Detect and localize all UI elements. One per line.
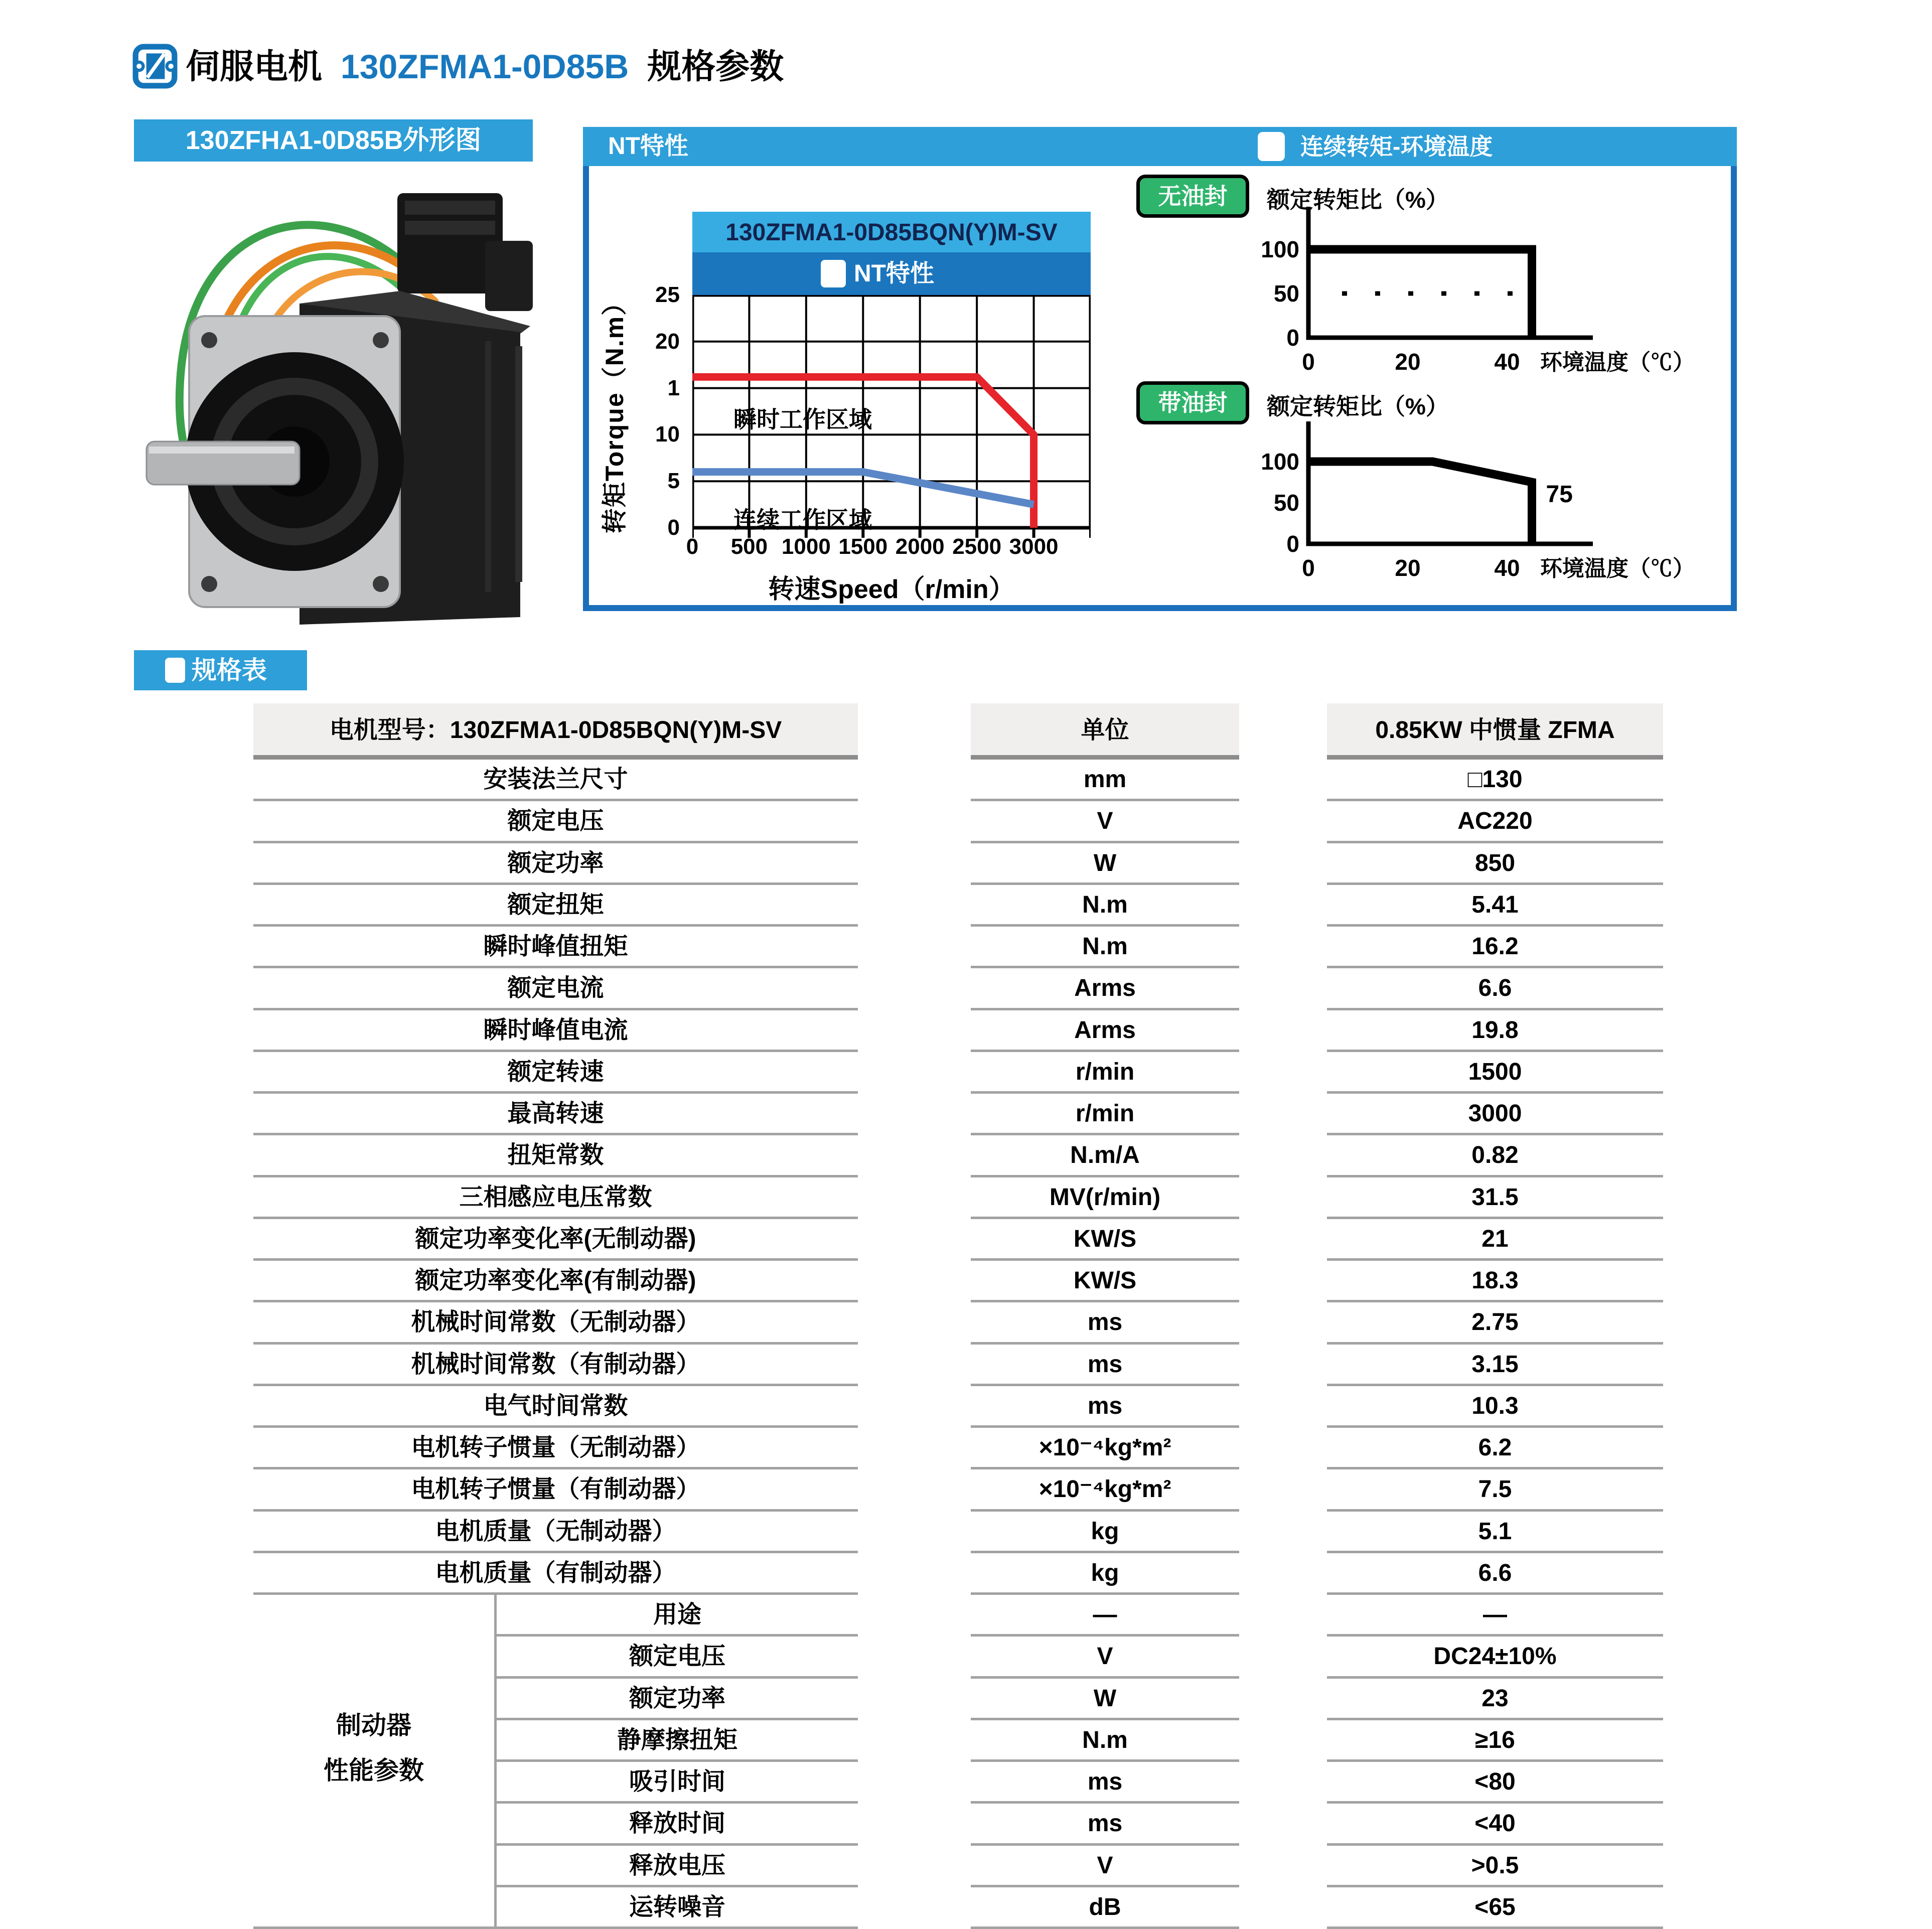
spec-row-value: 19.8 — [1327, 1010, 1663, 1052]
brake-row-unit: dB — [971, 1887, 1239, 1929]
brake-label-line2: 性能参数 — [324, 1756, 424, 1785]
spec-row-unit: KW/S — [971, 1261, 1239, 1302]
brake-row-name: 释放时间 — [497, 1804, 858, 1845]
spec-row-name: 机械时间常数（无制动器） — [253, 1302, 858, 1344]
spec-row-unit: N.m — [971, 927, 1239, 968]
spec-header-value: 0.85KW 中惯量 ZFMA — [1327, 703, 1663, 760]
page-title — [186, 44, 784, 89]
nt-panel-right-title: 连续转矩-环境温度 — [1300, 133, 1493, 160]
x-tick: 40 — [1494, 349, 1520, 375]
brake-row-value: ≥16 — [1327, 1720, 1663, 1762]
spec-row-value: 5.41 — [1327, 885, 1663, 927]
spec-section-bar — [134, 650, 307, 690]
servo-brand-icon — [132, 43, 178, 89]
param-name-cells — [253, 760, 858, 1595]
spec-row-unit: r/min — [971, 1094, 1239, 1135]
brake-row-unit: V — [971, 1846, 1239, 1887]
y-tick: 5 — [667, 469, 680, 494]
spec-row-value: 0.82 — [1327, 1135, 1663, 1177]
page-title-model: 130ZFMA1-0D85B — [340, 48, 629, 86]
spec-row-name: 三相感应电压常数 — [253, 1177, 858, 1219]
x-tick: 0 — [1302, 555, 1315, 581]
derating-chart-with-seal — [1229, 404, 1731, 605]
x-tick: 1500 — [838, 534, 888, 559]
spec-row-name: 最高转速 — [253, 1094, 858, 1135]
spec-row-value: 7.5 — [1327, 1469, 1663, 1511]
brake-row-value: 23 — [1327, 1679, 1663, 1720]
spec-row-value: 21 — [1327, 1219, 1663, 1261]
y-tick: 0 — [1286, 531, 1299, 557]
chart-nt-label: NT特性 — [854, 260, 934, 287]
brake-row-name: 用途 — [497, 1595, 858, 1637]
spec-row-value: 5.1 — [1327, 1512, 1663, 1553]
spec-col-units — [971, 703, 1239, 1929]
brake-row-unit: N.m — [971, 1720, 1239, 1762]
y-tick: 20 — [655, 329, 680, 354]
brake-row-name: 运转噪音 — [629, 1893, 725, 1920]
nt-panel-title: NT特性 — [608, 133, 688, 160]
y-tick: 1 — [667, 375, 680, 400]
brake-row-name: 吸引时间 — [497, 1762, 858, 1804]
x-tick: 1000 — [781, 534, 831, 559]
derating-chart-no-seal — [1229, 197, 1731, 387]
brake-row-value: DC24±10% — [1327, 1637, 1663, 1678]
y-tick: 0 — [667, 515, 680, 540]
derating2-ylabel: 额定转矩比（%） — [1267, 393, 1449, 419]
x-tick: 40 — [1494, 555, 1520, 581]
spec-row-value: 3000 — [1327, 1094, 1663, 1135]
spec-row-name: 额定功率 — [253, 843, 858, 885]
spec-row-value: 18.3 — [1327, 1261, 1663, 1302]
spec-row-value: 850 — [1327, 843, 1663, 885]
spec-row-unit: N.m — [971, 885, 1239, 927]
spec-row-name: 额定电流 — [253, 968, 858, 1010]
spec-row-unit: ms — [971, 1386, 1239, 1428]
unit-cells — [971, 760, 1239, 1929]
x-tick: 3000 — [1009, 534, 1059, 559]
y-tick: 0 — [1286, 325, 1299, 351]
motor-outline-label: 130ZFHA1-0D85B外形图 — [134, 119, 533, 162]
x-tick: 2500 — [952, 534, 1002, 559]
axis — [1308, 207, 1593, 338]
white-square-icon — [165, 658, 185, 683]
white-square-icon — [821, 260, 846, 287]
brake-row-unit: ms — [971, 1804, 1239, 1845]
spec-row-name: 额定转速 — [253, 1052, 858, 1094]
spec-row-value: 1500 — [1327, 1052, 1663, 1094]
spec-row-unit: ms — [971, 1345, 1239, 1386]
x-tick: 2000 — [895, 534, 945, 559]
spec-row-unit: ×10⁻⁴kg*m² — [971, 1469, 1239, 1511]
spec-row-value: 6.2 — [1327, 1428, 1663, 1469]
spec-row-name: 电机转子惯量（无制动器） — [253, 1428, 858, 1469]
spec-row-value: 31.5 — [1327, 1177, 1663, 1219]
y-tick: 50 — [1273, 490, 1299, 516]
spec-row-unit: W — [971, 843, 1239, 885]
spec-row-unit: r/min — [971, 1052, 1239, 1094]
x-axis-title: 环境温度（℃） — [1540, 350, 1695, 375]
chart-nt-bar — [692, 252, 1091, 295]
spec-row-name: 额定扭矩 — [253, 885, 858, 927]
x-axis-title: 环境温度（℃） — [1540, 556, 1695, 581]
spec-row-value: 6.6 — [1327, 968, 1663, 1010]
spec-row-unit: mm — [971, 760, 1239, 801]
spec-row-value: 3.15 — [1327, 1345, 1663, 1386]
nt-panel-header — [583, 127, 1737, 166]
spec-section-label: 规格表 — [192, 656, 267, 684]
derating1-ylabel: 额定转矩比（%） — [1267, 187, 1449, 213]
brake-row-value: <80 — [1327, 1762, 1663, 1804]
brake-section — [253, 1595, 858, 1929]
brake-row-unit: — — [971, 1595, 1239, 1637]
spec-row-name: 额定功率变化率(无制动器) — [253, 1219, 858, 1261]
y-tick: 10 — [655, 422, 680, 447]
x-axis-title: 转速Speed（r/min） — [768, 575, 1015, 604]
spec-row-unit: MV(r/min) — [971, 1177, 1239, 1219]
continuous-zone-label: 连续工作区域 — [733, 507, 872, 533]
brake-row-unit: V — [971, 1637, 1239, 1678]
spec-row-value: 2.75 — [1327, 1302, 1663, 1344]
spec-row-name: 瞬时峰值电流 — [253, 1010, 858, 1052]
brake-label-line1: 制动器 — [336, 1711, 411, 1739]
servo-motor-photo — [134, 166, 535, 625]
spec-row-unit: N.m/A — [971, 1135, 1239, 1177]
spec-row-unit: kg — [971, 1512, 1239, 1553]
y-tick: 100 — [1261, 236, 1299, 262]
y-tick: 25 — [655, 282, 680, 307]
spec-row-value: AC220 — [1327, 801, 1663, 843]
page-title-prefix: 伺服电机 — [186, 48, 323, 86]
spec-row-unit: Arms — [971, 968, 1239, 1010]
spec-row-name: 电机转子惯量（有制动器） — [253, 1469, 858, 1511]
spec-row-value: □130 — [1327, 760, 1663, 801]
y-tick: 100 — [1261, 449, 1299, 475]
oil-seal-badge: 带油封 — [1136, 381, 1249, 424]
brake-row-name: 静摩擦扭矩 — [497, 1720, 858, 1762]
brake-name-cells — [497, 1595, 858, 1926]
x-tick: 0 — [686, 534, 699, 559]
brake-row-value: >0.5 — [1327, 1846, 1663, 1887]
spec-row-name: 机械时间常数（有制动器） — [253, 1345, 858, 1386]
brake-row-unit: ms — [971, 1762, 1239, 1804]
spec-header-model: 电机型号：130ZFMA1-0D85BQN(Y)M-SV — [253, 703, 858, 760]
spec-row-name: 额定功率变化率(有制动器) — [253, 1261, 858, 1302]
brake-row-unit: W — [971, 1679, 1239, 1720]
spec-row-unit: Arms — [971, 1010, 1239, 1052]
spec-row-name: 电机质量（无制动器） — [253, 1512, 858, 1553]
spec-row-value: 16.2 — [1327, 927, 1663, 968]
brake-row-name: 额定电压 — [497, 1637, 858, 1678]
derating-line — [1308, 249, 1532, 338]
instant-zone-label: 瞬时工作区域 — [733, 406, 872, 432]
end-value-label: 75 — [1546, 481, 1573, 508]
spec-header-unit: 单位 — [971, 703, 1239, 760]
spec-row-name: 瞬时峰值扭矩 — [253, 927, 858, 968]
torque-speed-plot — [692, 295, 1091, 541]
no-oil-seal-badge: 无油封 — [1136, 175, 1249, 218]
spec-row-name: 安装法兰尺寸 — [253, 760, 858, 801]
brake-row-value: <65 — [1327, 1887, 1663, 1929]
spec-row-name: 扭矩常数 — [253, 1135, 858, 1177]
spec-row-name: 电气时间常数 — [253, 1386, 858, 1428]
brake-row-name: 额定功率 — [497, 1679, 858, 1720]
spec-col-params — [253, 703, 858, 1929]
x-tick: 20 — [1395, 349, 1421, 375]
x-tick: 500 — [730, 534, 768, 559]
y-axis-title: 转矩Torque（N.m） — [601, 289, 629, 534]
brake-row-value: — — [1327, 1595, 1663, 1637]
x-tick: 20 — [1395, 555, 1421, 581]
x-tick: 0 — [1302, 349, 1315, 375]
derating-line — [1308, 462, 1532, 544]
y-tick: 50 — [1273, 280, 1299, 307]
spec-row-name: 电机质量（有制动器） — [253, 1553, 858, 1595]
spec-table — [253, 703, 1661, 1929]
brake-row-value: <40 — [1327, 1804, 1663, 1845]
spec-row-unit: kg — [971, 1553, 1239, 1595]
spec-row-unit: KW/S — [971, 1219, 1239, 1261]
spec-row-unit: ×10⁻⁴kg*m² — [971, 1428, 1239, 1469]
white-square-icon — [1258, 132, 1285, 161]
chart-model-bar: 130ZFMA1-0D85BQN(Y)M-SV — [692, 212, 1091, 252]
brake-merged-label — [253, 1703, 494, 1793]
page-title-suffix: 规格参数 — [647, 48, 784, 86]
spec-row-unit: V — [971, 801, 1239, 843]
spec-row-value: 10.3 — [1327, 1386, 1663, 1428]
spec-row-value: 6.6 — [1327, 1553, 1663, 1595]
spec-col-values — [1327, 703, 1663, 1929]
spec-row-name: 额定电压 — [253, 801, 858, 843]
value-cells — [1327, 760, 1663, 1929]
spec-row-unit: ms — [971, 1302, 1239, 1344]
brake-row-name: 释放电压 — [497, 1846, 858, 1887]
